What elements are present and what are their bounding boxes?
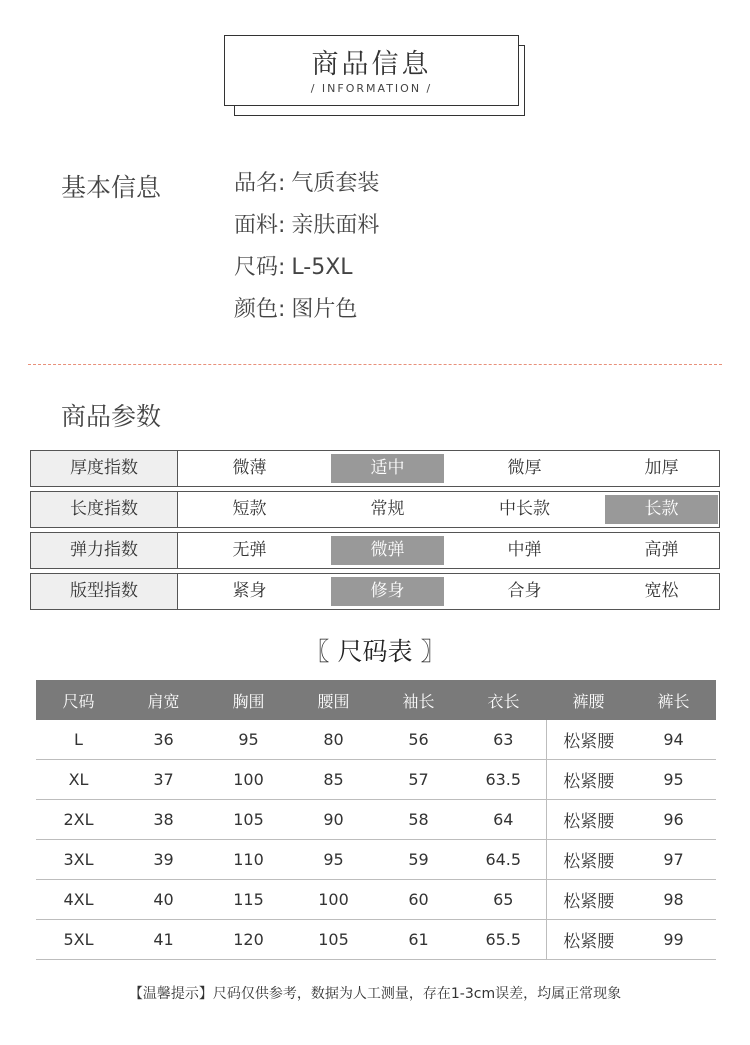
column-header: 胸围	[206, 680, 291, 720]
table-cell: 95	[631, 760, 716, 800]
table-cell: 115	[206, 880, 291, 920]
section-divider	[28, 364, 722, 365]
param-option: 微薄	[232, 458, 267, 478]
header-title: 商品信息	[311, 49, 432, 80]
table-cell: 38	[121, 800, 206, 840]
param-option: 长款	[605, 495, 718, 524]
info-value: 亲肤面料	[291, 213, 380, 238]
param-row-elasticity	[30, 532, 720, 569]
basic-info-list	[234, 166, 379, 334]
param-option: 无弹	[232, 540, 267, 560]
param-row-fit	[30, 573, 720, 610]
table-cell: 59	[376, 840, 461, 880]
table-cell: 36	[121, 720, 206, 760]
table-row	[36, 720, 716, 760]
info-label: 面料:	[234, 213, 286, 238]
param-option: 中长款	[499, 499, 550, 519]
table-cell: 松紧腰	[546, 800, 631, 840]
param-row-length	[30, 491, 720, 528]
size-table-title: 〖 尺码表 〗	[304, 637, 446, 666]
table-cell: 65	[461, 880, 546, 920]
table-cell: 100	[206, 760, 291, 800]
header-subtitle: / INFORMATION /	[310, 82, 433, 95]
info-value: 气质套装	[291, 171, 380, 196]
info-label: 尺码:	[234, 255, 286, 280]
table-cell: 105	[291, 920, 376, 960]
table-cell: 98	[631, 880, 716, 920]
table-cell: 39	[121, 840, 206, 880]
table-cell: 松紧腰	[546, 760, 631, 800]
info-row-size	[234, 250, 379, 292]
table-cell: 56	[376, 720, 461, 760]
size-table-header	[36, 680, 716, 720]
param-option: 短款	[232, 499, 267, 519]
params-title: 商品参数	[61, 402, 162, 431]
param-label: 厚度指数	[31, 451, 178, 486]
table-cell: 41	[121, 920, 206, 960]
column-header: 腰围	[291, 680, 376, 720]
info-row-color	[234, 292, 379, 334]
table-cell: 4XL	[36, 880, 121, 920]
column-header: 衣长	[461, 680, 546, 720]
table-cell: 90	[291, 800, 376, 840]
table-cell: 松紧腰	[546, 920, 631, 960]
table-cell: 57	[376, 760, 461, 800]
param-option: 修身	[331, 577, 444, 606]
table-cell: 110	[206, 840, 291, 880]
param-option: 合身	[507, 581, 542, 601]
param-label: 长度指数	[31, 492, 178, 527]
table-cell: 96	[631, 800, 716, 840]
param-option: 微弹	[331, 536, 444, 565]
column-header: 肩宽	[121, 680, 206, 720]
info-label: 颜色:	[234, 297, 286, 322]
info-label: 品名:	[234, 171, 286, 196]
table-cell: 65.5	[461, 920, 546, 960]
table-cell: 61	[376, 920, 461, 960]
param-label: 弹力指数	[31, 533, 178, 568]
table-row	[36, 800, 716, 840]
info-value: 图片色	[291, 297, 358, 322]
column-header: 裤腰	[546, 680, 631, 720]
param-option: 紧身	[232, 581, 267, 601]
column-header: 袖长	[376, 680, 461, 720]
column-header: 尺码	[36, 680, 121, 720]
info-row-fabric	[234, 208, 379, 250]
table-cell: 120	[206, 920, 291, 960]
param-option: 常规	[370, 499, 405, 519]
table-cell: 63.5	[461, 760, 546, 800]
basic-info-title: 基本信息	[61, 173, 162, 202]
table-cell: 105	[206, 800, 291, 840]
info-row-name	[234, 166, 379, 208]
table-cell: 3XL	[36, 840, 121, 880]
header-box	[224, 35, 519, 106]
table-cell: 100	[291, 880, 376, 920]
table-cell: 95	[206, 720, 291, 760]
param-option: 加厚	[644, 458, 679, 478]
param-option: 宽松	[644, 581, 679, 601]
table-row	[36, 880, 716, 920]
table-cell: 99	[631, 920, 716, 960]
param-option: 适中	[331, 454, 444, 483]
table-row	[36, 920, 716, 960]
table-cell: L	[36, 720, 121, 760]
table-cell: XL	[36, 760, 121, 800]
size-note: 【温馨提示】尺码仅供参考，数据为人工测量，存在1-3cm误差，均属正常现象	[128, 986, 622, 1002]
table-cell: 松紧腰	[546, 720, 631, 760]
column-header: 裤长	[631, 680, 716, 720]
param-option: 中弹	[507, 540, 542, 560]
table-cell: 80	[291, 720, 376, 760]
param-option: 微厚	[507, 458, 542, 478]
table-cell: 97	[631, 840, 716, 880]
table-cell: 60	[376, 880, 461, 920]
table-cell: 37	[121, 760, 206, 800]
param-option: 高弹	[644, 540, 679, 560]
table-row	[36, 840, 716, 880]
param-label: 版型指数	[31, 574, 178, 609]
table-cell: 松紧腰	[546, 880, 631, 920]
param-row-thickness	[30, 450, 720, 487]
table-cell: 63	[461, 720, 546, 760]
table-cell: 5XL	[36, 920, 121, 960]
table-row	[36, 760, 716, 800]
table-cell: 64.5	[461, 840, 546, 880]
table-cell: 58	[376, 800, 461, 840]
table-cell: 64	[461, 800, 546, 840]
table-cell: 95	[291, 840, 376, 880]
table-cell: 85	[291, 760, 376, 800]
table-cell: 94	[631, 720, 716, 760]
table-cell: 松紧腰	[546, 840, 631, 880]
table-cell: 2XL	[36, 800, 121, 840]
info-value: L-5XL	[291, 255, 353, 280]
table-cell: 40	[121, 880, 206, 920]
size-table	[36, 680, 716, 960]
